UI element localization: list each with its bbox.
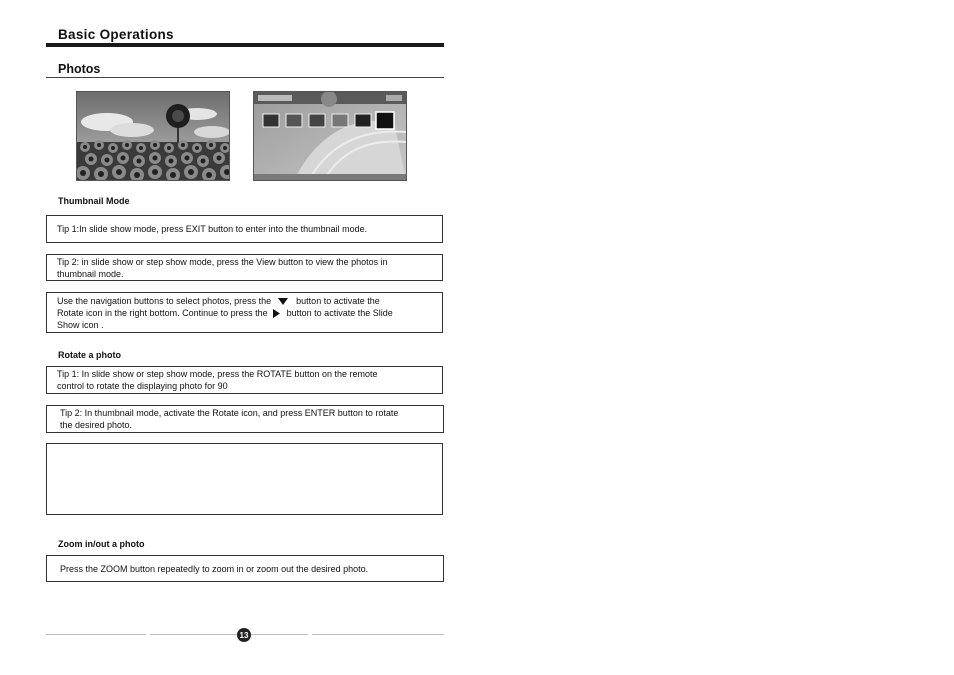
rotate-tip2-box (46, 405, 444, 433)
thumbnail-tip2-line2: thumbnail mode. (57, 268, 124, 279)
thumbnail-mode-screen (253, 91, 407, 181)
thumbnail-tip1-box (46, 215, 443, 243)
navigation-instructions-box (46, 292, 443, 333)
nav-line2-start: Rotate icon in the right bottom. Continue to press the (57, 307, 268, 318)
title-rule (46, 43, 444, 47)
zoom-heading: Zoom in/out a photo (58, 539, 145, 549)
thumbnail-tip2-box (46, 254, 443, 281)
rotate-tip2-line1: Tip 2: In thumbnail mode, activate the Rotate icon, and press ENTER button to rotate (60, 408, 399, 418)
rotate-tip2-line2: the desired photo. (60, 420, 133, 430)
nav-line3: Show icon . (57, 319, 104, 330)
footer-rule-right (312, 634, 444, 635)
section-title: Photos (58, 62, 101, 76)
slideshow-photo (76, 91, 230, 181)
rotate-tip1-box (46, 366, 443, 394)
thumbnail-tip2-line1: Tip 2: in slide show or step show mode, press the View button to view the photos in (57, 256, 388, 267)
section-rule (46, 77, 444, 78)
zoom-tip-box (46, 555, 444, 582)
zoom-tip-text: Press the ZOOM button repeatedly to zoom in or zoom out the desired photo. (60, 563, 369, 574)
nav-line1-start: Use the navigation buttons to select photos, press the (57, 295, 272, 306)
footer-rule-left (46, 634, 146, 635)
page-number: 13 (237, 628, 251, 642)
rotate-tip1-line2: control to rotate the displaying photo for 90 (57, 381, 228, 391)
thumbnail-tip1-text: Tip 1:In slide show mode, press EXIT button to enter into the thumbnail mode. (57, 224, 368, 234)
empty-note-box (46, 443, 443, 515)
rotate-tip1-line1: Tip 1: In slide show or step show mode, press the ROTATE button on the remote (57, 369, 378, 379)
nav-line1-end: button to activate the (296, 295, 380, 306)
triangle-right-icon (272, 309, 281, 318)
footer-rule-middle (150, 634, 308, 635)
thumbnail-mode-heading: Thumbnail Mode (58, 196, 130, 206)
rotate-heading: Rotate a photo (58, 350, 121, 360)
page-title: Basic Operations (58, 27, 174, 42)
triangle-down-icon (278, 297, 288, 306)
nav-line2-end: button to activate the Slide (286, 307, 393, 318)
